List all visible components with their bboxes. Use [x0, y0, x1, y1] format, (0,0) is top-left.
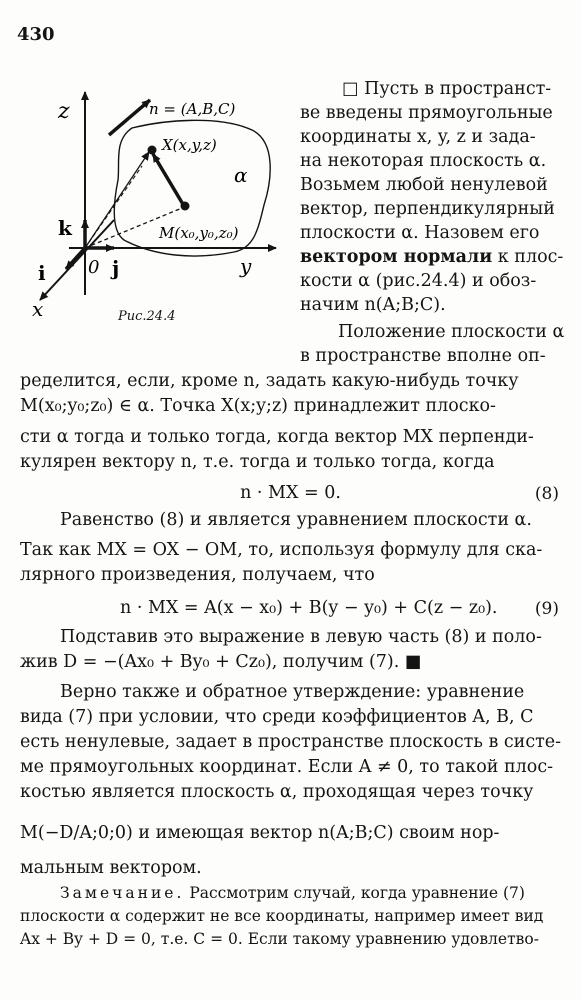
equation-8: n · MX = 0. [240, 483, 341, 503]
text-line: Так как MX = OX − OM, то, используя формулу для ска- [20, 540, 543, 560]
vector-mx [153, 154, 184, 206]
text-line: начим n(A;B;C). [300, 295, 446, 315]
text-line: вектор, перпендикулярный [300, 199, 555, 219]
point-m-label: M(x₀,y₀,z₀) [159, 224, 239, 242]
text-line: ве введены прямоугольные [300, 103, 553, 123]
text-line: Верно также и обратное утверждение: уравнение [60, 682, 525, 702]
point-m [181, 202, 190, 211]
vector-i [66, 248, 85, 269]
text-line: кулярен вектору n, т.е. тогда и только тогда, когда [20, 452, 495, 472]
text-line: □ Пусть в пространст- [342, 79, 552, 99]
axis-z-label: z [58, 99, 70, 124]
i-label: i [38, 261, 46, 285]
origin-label: 0 [88, 257, 100, 278]
term-normal-vector: вектором нормали [300, 247, 493, 267]
text-line: кости α (рис.24.4) и обоз- [300, 271, 537, 291]
text-line: на некоторая плоскость α. [300, 151, 547, 171]
page-number: 430 [17, 24, 55, 45]
text-line: координаты x, y, z и зада- [300, 127, 536, 147]
text-line: M(−D/A;0;0) и имеющая вектор n(A;B;C) своим нор- [20, 823, 500, 843]
text-line: M(x₀;y₀;z₀) ∈ α. Точка X(x;y;z) принадлежит плоско- [20, 396, 496, 416]
text-line: сти α тогда и только тогда, когда вектор MX перпенди- [20, 427, 534, 447]
text-line: Подставив это выражение в левую часть (8) и поло- [60, 627, 542, 647]
j-label: j [112, 256, 120, 280]
text-line: ме прямоугольных координат. Если A ≠ 0, то такой плос- [20, 757, 554, 777]
text-line: ределится, если, кроме n, задать какую-нибудь точку [20, 371, 519, 391]
text-line: в пространстве вполне оп- [300, 346, 546, 366]
equation-8-number: (8) [534, 484, 559, 504]
text-line: костью является плоскость α, проходящая через точку [20, 782, 534, 802]
figure-caption: Рис.24.4 [118, 309, 176, 324]
text-line: мальным вектором. [20, 858, 202, 878]
text-line: плоскости α. Назовем его [300, 223, 540, 243]
text-line: лярного произведения, получаем, что [20, 565, 375, 585]
text-fragment: к плос- [492, 247, 564, 267]
axis-x-label: x [32, 297, 44, 321]
text-line: плоскости α содержит не все координаты, например имеет вид [20, 907, 544, 925]
text-line: есть ненулевые, задает в пространстве плоскость в систе- [20, 732, 562, 752]
text-line [300, 247, 563, 267]
x-axis [40, 220, 114, 300]
point-x-label: X(x,y,z) [162, 136, 217, 154]
k-label: k [58, 216, 72, 240]
text-line: жив D = −(Ax₀ + By₀ + Cz₀), получим (7). ■ [20, 652, 422, 672]
equation-9-number: (9) [534, 599, 559, 619]
text-line: Положение плоскости α [338, 322, 565, 342]
text-line: вида (7) при условии, что среди коэффициентов A, B, C [20, 707, 534, 727]
axis-y-label: y [240, 254, 252, 278]
text-line [60, 884, 525, 902]
text-line: Ax + By + D = 0, т.е. C = 0. Если такому уравнению удовлетво- [20, 930, 539, 948]
text-fragment: Рассмотрим случай, когда уравнение (7) [184, 884, 525, 902]
text-line: Равенство (8) и является уравнением плоскости α. [60, 510, 532, 530]
normal-label: n = (A,B,C) [149, 100, 236, 118]
remark-label: Замечание. [60, 884, 185, 902]
plane-label: α [234, 163, 248, 187]
equation-9: n · MX = A(x − x₀) + B(y − y₀) + C(z − z₀). [120, 598, 498, 618]
point-x [148, 146, 157, 155]
text-line: Возьмем любой ненулевой [300, 175, 548, 195]
